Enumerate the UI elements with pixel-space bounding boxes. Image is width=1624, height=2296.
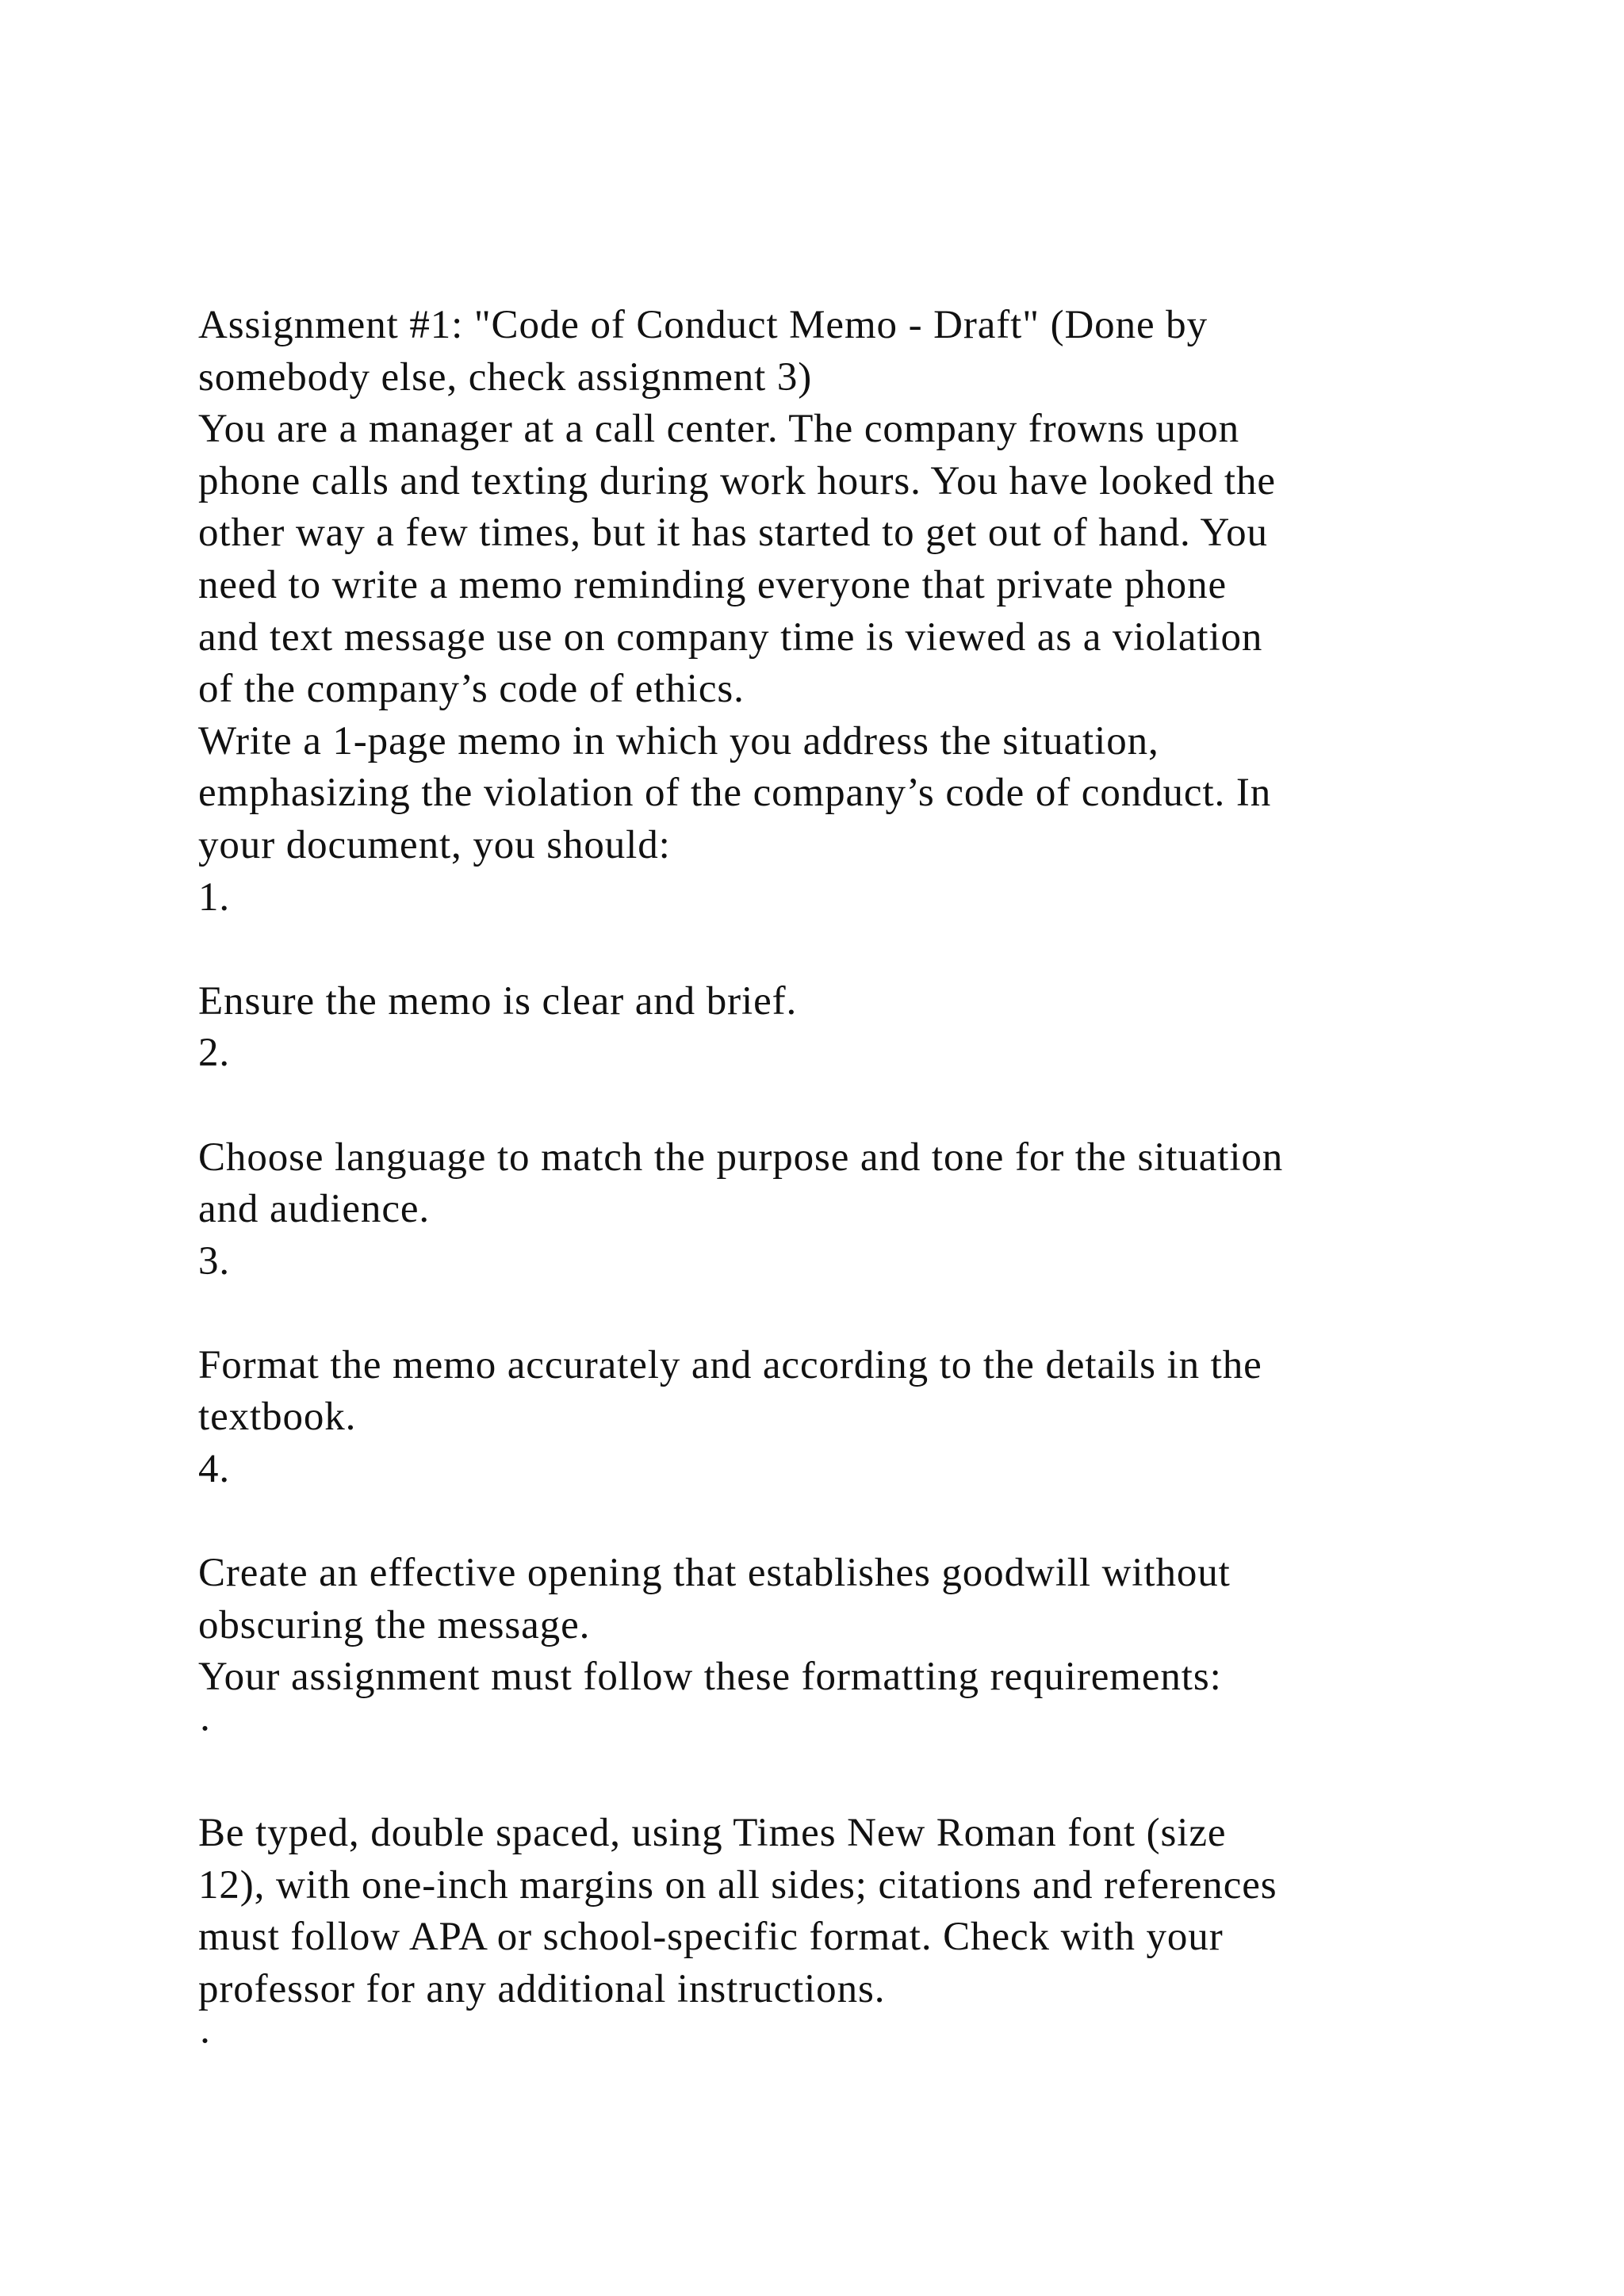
list-number: 1. xyxy=(198,874,231,920)
blank-line xyxy=(198,1080,1483,1132)
text-line: emphasizing the violation of the company’s code of conduct. In xyxy=(198,771,1272,816)
list-item-text: Ensure the memo is clear and brief. xyxy=(198,978,798,1024)
list-item-text: and audience. xyxy=(198,1187,431,1232)
list-item-text: Create an effective opening that establishes goodwill without xyxy=(198,1551,1231,1596)
bullet-item-text: 12), with one-inch margins on all sides; citations and references xyxy=(198,1862,1277,1908)
text-line: other way a few times, but it has started to get out of hand. You xyxy=(198,511,1268,556)
bullet-item-text: professor for any additional instructions. xyxy=(198,1967,886,2011)
text-line: need to write a memo reminding everyone that private phone xyxy=(198,562,1228,607)
text-line: phone calls and texting during work hours. You have looked the xyxy=(198,458,1276,503)
bullet-marker: · xyxy=(198,1707,213,1752)
bullet-item-text: must follow APA or school-specific format. Check with your xyxy=(198,1915,1224,1960)
blank-line xyxy=(198,1496,1483,1548)
text-line: Write a 1-page memo in which you address the situation, xyxy=(198,718,1159,763)
document-body xyxy=(198,300,1483,2068)
list-number: 4. xyxy=(198,1447,231,1492)
list-item-text: Format the memo accurately and according to the details in the xyxy=(198,1342,1262,1387)
list-item-text: Choose language to match the purpose and tone for the situation xyxy=(198,1135,1284,1180)
text-line: You are a manager at a call center. The company frowns upon xyxy=(198,407,1240,452)
text-line: and text message use on company time is viewed as a violation xyxy=(198,614,1263,660)
bullet-marker: · xyxy=(198,2019,213,2064)
blank-line xyxy=(198,1288,1483,1340)
list-item-text: textbook. xyxy=(198,1395,357,1440)
text-line: somebody else, check assignment 3) xyxy=(198,354,813,400)
blank-line xyxy=(198,1756,1483,1808)
list-item-text: obscuring the message. xyxy=(198,1602,591,1647)
text-line: Assignment #1: "Code of Conduct Memo - Draft" (Done by xyxy=(198,303,1208,347)
text-line: Your assignment must follow these formatting requirements: xyxy=(198,1655,1222,1700)
text-line: of the company’s code of ethics. xyxy=(198,667,745,712)
blank-line xyxy=(198,924,1483,976)
text-line: your document, you should: xyxy=(198,822,671,867)
bullet-item-text: Be typed, double spaced, using Times New Roman font (size xyxy=(198,1811,1227,1856)
list-number: 2. xyxy=(198,1031,231,1076)
list-number: 3. xyxy=(198,1238,231,1284)
